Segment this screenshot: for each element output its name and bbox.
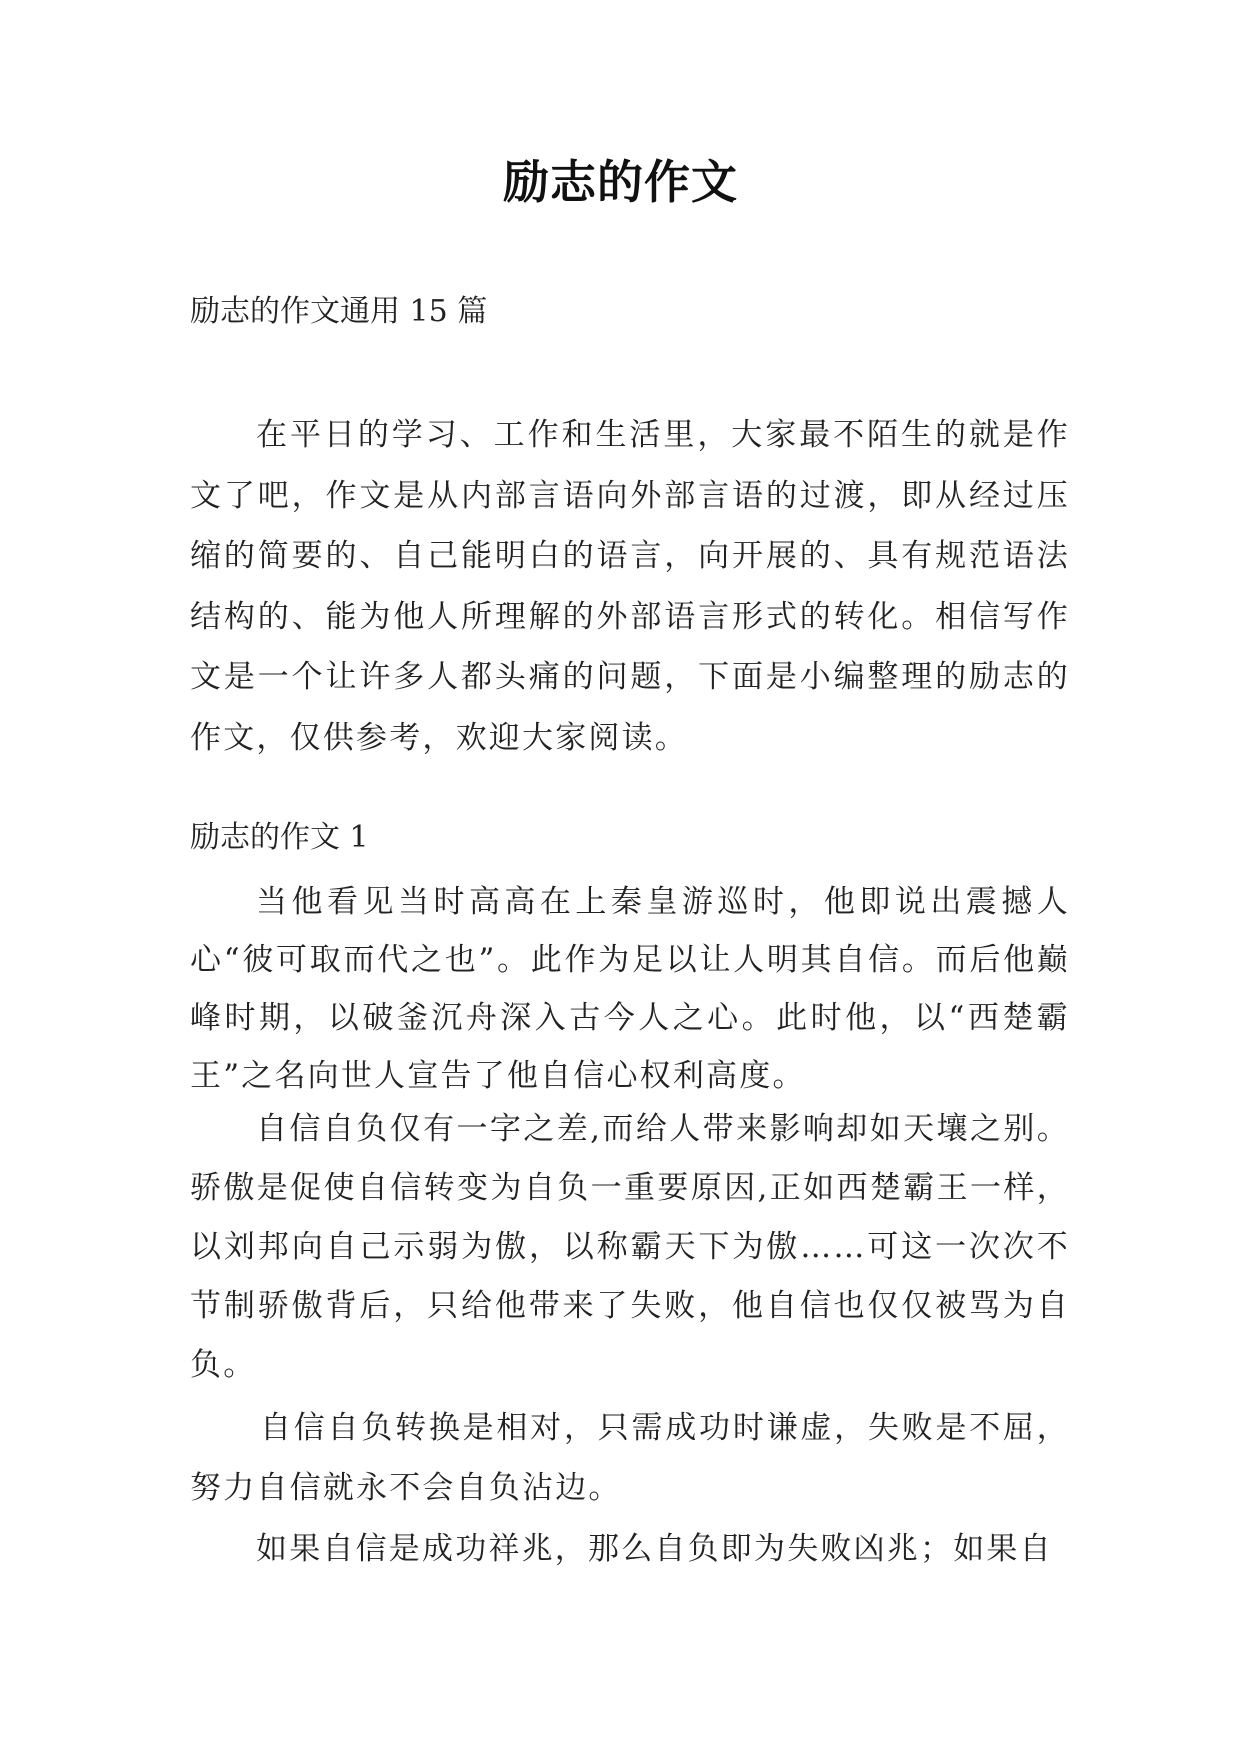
body-paragraph: 如果自信是成功祥兆，那么自负即为失败凶兆；如果自 [256, 1531, 1053, 1567]
intro-paragraph: 在平日的学习、工作和生活里，大家最不陌生的就是作文了吧，作文是从内部言语向外部言语的过渡，即从经过压缩的简要的、自己能明白的语言，向开展的、具有规范语法结构的、能为他人所理解的外部语言形式的转化。相信写作文是一个让许多人都头痛的问题，下面是小编整理的励志的作文，仅供参考，欢迎大家阅读。 [190, 417, 1070, 756]
document-subtitle: 励志的作文通用 15 篇 [190, 294, 488, 329]
document-title: 励志的作文 [503, 155, 738, 209]
body-paragraph: 当他看见当时高高在上秦皇游巡时，他即说出震撼人心“彼可取而代之也”。此作为足以让人明其自信。而后他巅峰时期，以破釜沉舟深入古今人之心。此时他，以“西楚霸王”之名向世人宣告了他自信心权利高度。 [190, 884, 1070, 1094]
body-paragraph: 自信自负仅有一字之差,而给人带来影响却如天壤之别。骄傲是促使自信转变为自负一重要原因,正如西楚霸王一样，以刘邦向自己示弱为傲，以称霸天下为傲……可这一次次不节制骄傲背后，只给他带来了失败，他自信也仅仅被骂为自负。 [190, 1111, 1070, 1383]
body-paragraph: 自信自负转换是相对，只需成功时谦虚，失败是不屈，努力自信就永不会自负沾边。 [190, 1410, 1070, 1506]
section-heading: 励志的作文 1 [190, 820, 369, 855]
